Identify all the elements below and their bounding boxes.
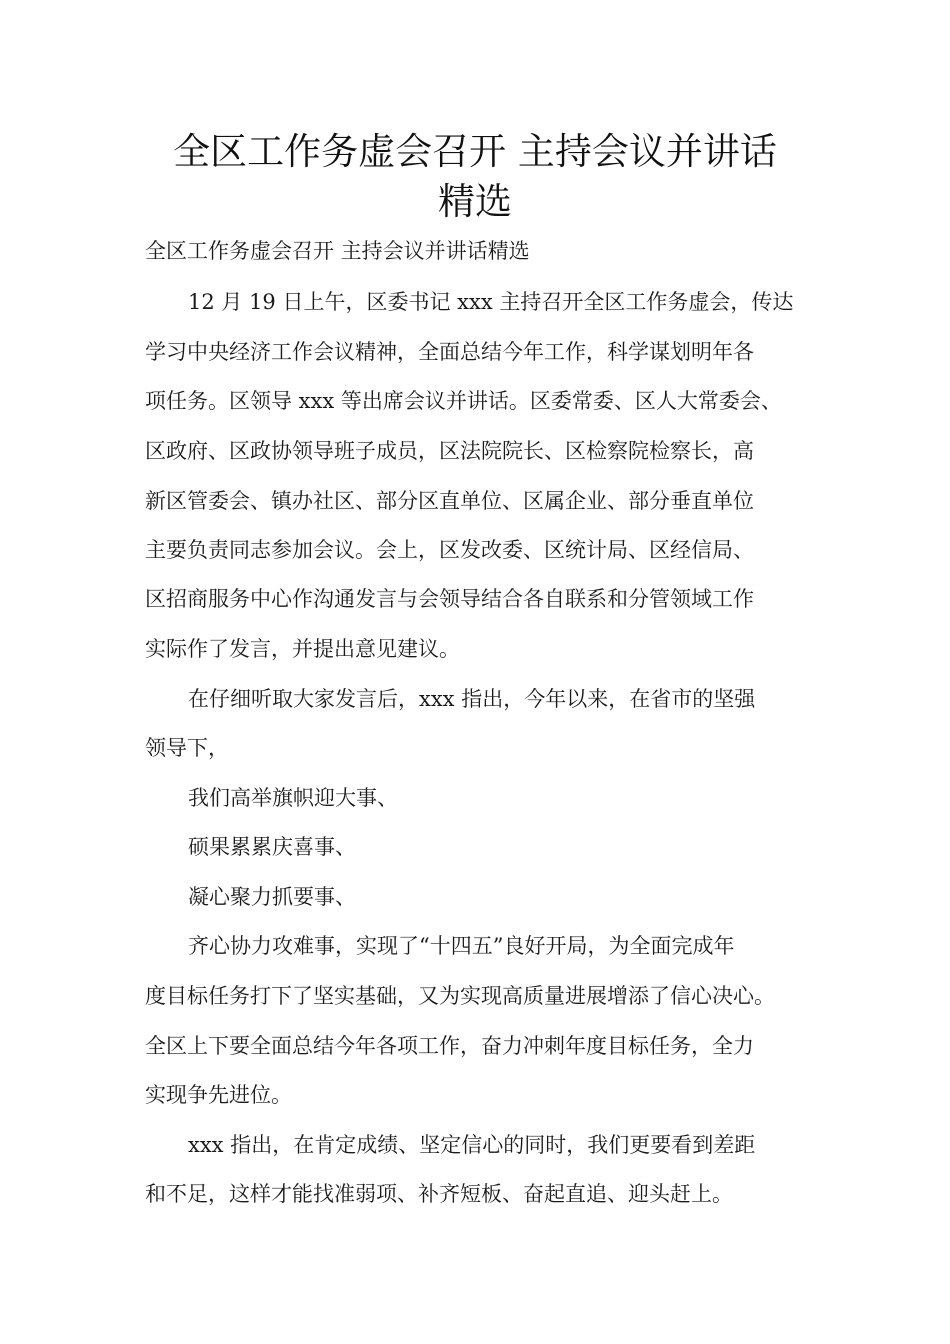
paragraph-line: 新区管委会、镇办社区、部分区直单位、区属企业、部分垂直单位 [145,489,754,513]
paragraph-line: 全区上下要全面总结今年各项工作，奋力冲刺年度目标任务，全力 [145,1034,754,1058]
paragraph-line: 区政府、区政协领导班子成员，区法院院长、区检察院检察长，高 [145,439,754,463]
paragraph-line: 我们高举旗帜迎大事、 [188,786,398,810]
paragraph-line: 在仔细听取大家发言后，xxx 指出，今年以来，在省市的坚强 [188,687,756,711]
paragraph-line: 和不足，这样才能找准弱项、补齐短板、奋起直追、迎头赶上。 [145,1182,733,1206]
document-title-line-1: 全区工作务虚会召开 主持会议并讲话 [173,130,777,173]
paragraph-line: xxx 指出，在肯定成绩、坚定信心的同时，我们更要看到差距 [188,1133,756,1157]
paragraph-line: 实际作了发言，并提出意见建议。 [145,637,460,661]
paragraph-line: 12 月 19 日上午，区委书记 xxx 主持召开全区工作务虚会，传达 [188,290,794,314]
paragraph-line: 硕果累累庆喜事、 [188,835,356,859]
paragraph-line: 项任务。区领导 xxx 等出席会议并讲话。区委常委、区人大常委会、 [145,389,782,413]
paragraph-line: 齐心协力攻难事，实现了“十四五”良好开局，为全面完成年 [188,934,735,958]
document-title-line-2: 精选 [438,180,512,223]
paragraph-line: 领导下， [145,736,229,760]
paragraph-line: 凝心聚力抓要事、 [188,885,356,909]
paragraph-line: 区招商服务中心作沟通发言与会领导结合各自联系和分管领域工作 [145,587,754,611]
paragraph-line: 实现争先进位。 [145,1083,292,1107]
paragraph-line: 学习中央经济工作会议精神，全面总结今年工作，科学谋划明年各 [145,340,754,364]
document-subtitle: 全区工作务虚会召开 主持会议并讲话精选 [145,239,530,263]
paragraph-line: 度目标任务打下了坚实基础，又为实现高质量进展增添了信心决心。 [145,984,775,1008]
paragraph-line: 主要负责同志参加会议。会上，区发改委、区统计局、区经信局、 [145,538,754,562]
